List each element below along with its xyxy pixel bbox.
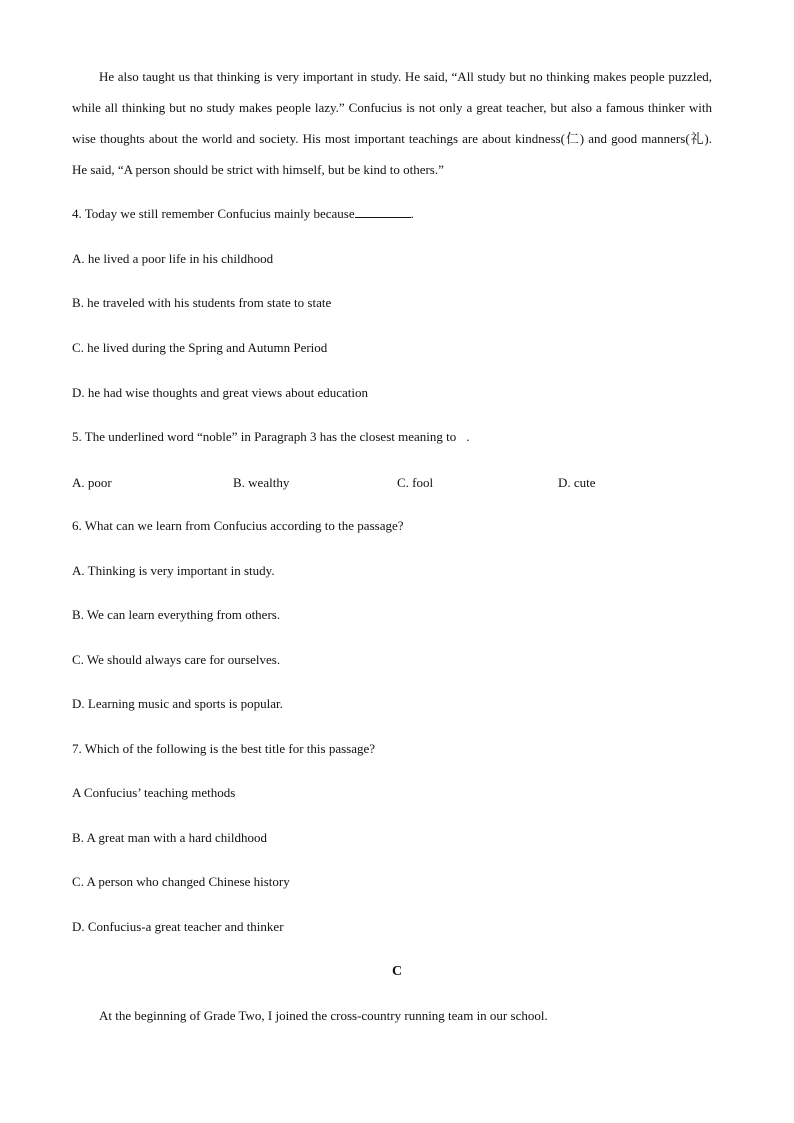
question-6-option-a: A. Thinking is very important in study. (72, 563, 275, 578)
section-heading: C (391, 964, 403, 979)
answer-blank (355, 205, 411, 218)
question-7-option-b: B. A great man with a hard childhood (72, 830, 267, 845)
question-4-option-c: C. he lived during the Spring and Autumn Period (72, 340, 328, 355)
question-4-option-a: A. he lived a poor life in his childhood (72, 251, 274, 266)
question-6-option-c: C. We should always care for ourselves. (72, 652, 281, 667)
question-5-option-b: B. wealthy (233, 475, 290, 490)
question-5-option-a: A. poor (72, 475, 112, 490)
question-6-stem: 6. What can we learn from Confucius according to the passage? (72, 518, 404, 533)
question-5-stem: 5. The underlined word “noble” in Paragraph 3 has the closest meaning to . (72, 429, 470, 444)
question-4-option-b: B. he traveled with his students from state to state (72, 295, 332, 310)
question-5-option-d: D. cute (558, 475, 596, 490)
question-6-option-d: D. Learning music and sports is popular. (72, 696, 283, 711)
question-4-option-d: D. he had wise thoughts and great views about education (72, 385, 369, 400)
question-5-options (72, 474, 712, 492)
question-7-stem: 7. Which of the following is the best title for this passage? (72, 741, 376, 756)
question-7-option-a: A Confucius’ teaching methods (72, 785, 236, 800)
paragraph-text: He also taught us that thinking is very important in study. He said, “All study but no thinking makes people puzzled, while all thinking but no study makes people lazy.” Confucius is not only a great teacher, but also a famous thinker with wise thoughts about the world and society. His most important teachings are about kindness(仁) and good manners(礼). He said, “A person should be strict with himself, but be kind to others.” (72, 69, 712, 177)
question-4-stem: 4. Today we still remember Confucius mainly because . (72, 206, 414, 221)
section-c-first-line: At the beginning of Grade Two, I joined the cross-country running team in our school. (99, 1008, 548, 1023)
passage-paragraph (72, 61, 712, 185)
question-6-option-b: B. We can learn everything from others. (72, 607, 281, 622)
question-5-option-c: C. fool (397, 475, 434, 490)
question-7-option-c: C. A person who changed Chinese history (72, 874, 290, 889)
question-7-option-d: D. Confucius-a great teacher and thinker (72, 919, 284, 934)
